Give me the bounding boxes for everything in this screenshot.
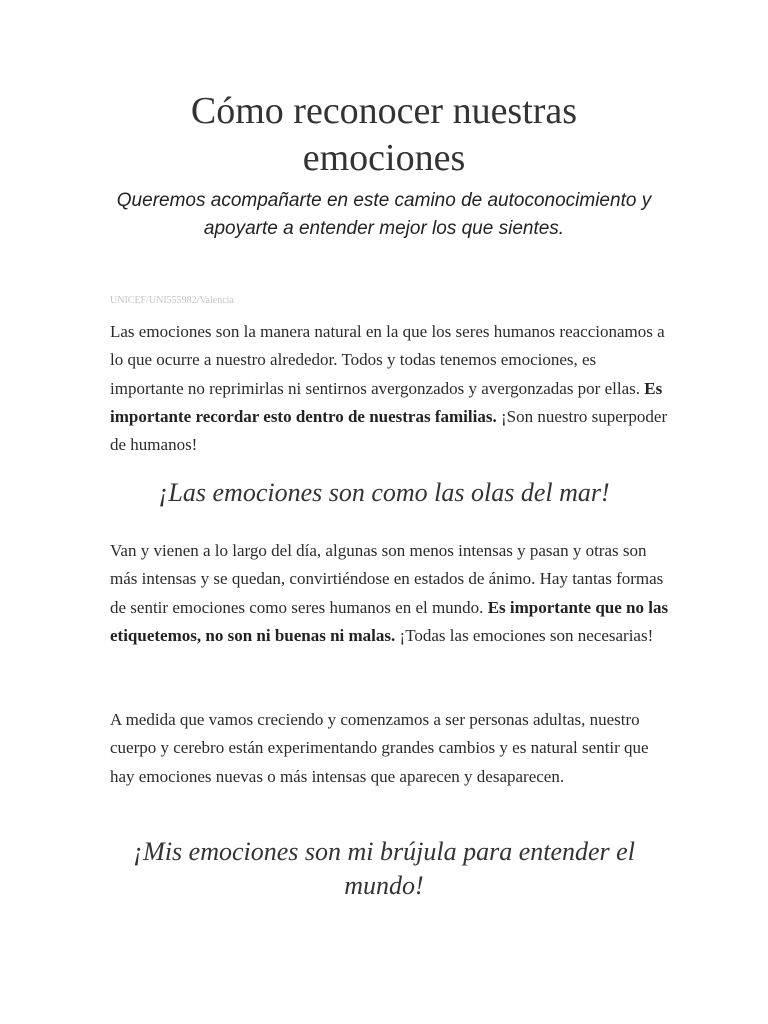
paragraph-waves-text: Van y vienen a lo largo del día, algunas son menos intensas y pasan y otras son más intensas y se quedan, convirtiéndose en estados de ánimo. Hay tantas formas de sentir emociones como seres humanos en el mundo. [110,541,664,617]
paragraph-growing: A medida que vamos creciendo y comenzamos a ser personas adultas, nuestro cuerpo y cerebro están experimentando grandes cambios y es natural sentir que hay emociones nuevas o más intensas que aparecen y desaparecen. [110,710,649,786]
quote-waves: ¡Las emociones son como las olas del mar! [158,478,610,507]
page-subtitle: Queremos acompañarte en este camino de autoconocimiento y apoyarte a entender mejor los que sientes. [116,190,652,239]
quote-compass: ¡Mis emociones son mi brújula para entender el mundo! [133,837,635,900]
paragraph-intro [110,318,670,459]
paragraph-intro-text: Las emociones son la manera natural en la que los seres humanos reaccionamos a lo que ocurre a nuestro alrededor. Todos y todas tenemos emociones, es importante no reprimirlas ni sentirnos avergonzados y avergonzadas por ellas. [110,322,665,398]
page-title: Cómo reconocer nuestras emociones [190,90,578,179]
paragraph-intro-after: ¡Son nuestro superpoder de humanos! [110,406,668,455]
paragraph-waves-after: ¡Todas las emociones son necesarias! [395,625,654,645]
paragraph-waves [110,537,670,650]
paragraph-waves-bold: Es importante que no las etiquetemos, no son ni buenas ni malas. [110,597,669,645]
paragraph-intro-bold: Es importante recordar esto dentro de nuestras familias. [110,378,663,426]
image-credit: UNICEF/UNI555982/Valencia [110,295,234,306]
